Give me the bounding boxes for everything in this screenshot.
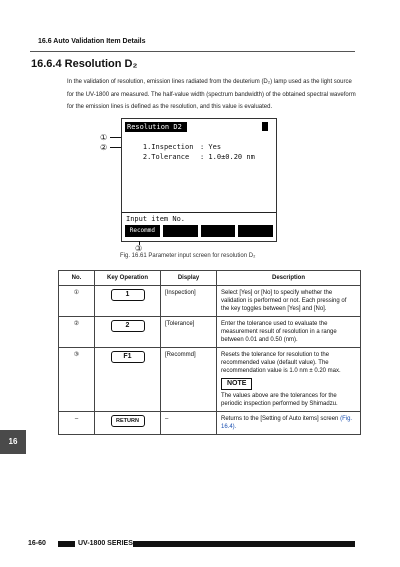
fkey-3[interactable] <box>201 225 236 237</box>
header-no: No. <box>59 271 95 286</box>
figure-caption: Fig. 16.61 Parameter input screen for resolution D₂ <box>120 253 256 259</box>
screen-row-label: Inspection <box>151 143 194 151</box>
callout-3: ③ <box>135 244 143 253</box>
screen-cursor <box>262 122 268 131</box>
footer-bar-left <box>58 541 75 547</box>
table-row <box>59 412 361 435</box>
table-row <box>59 317 361 348</box>
row-display: – <box>161 412 217 435</box>
row-description: Select [Yes] or [No] to specify whether the validation is performed or not. Each pressing of the key toggles between [Yes] and [No]. <box>217 286 361 317</box>
key-1-icon: 1 <box>111 289 145 301</box>
screen-prompt: Input item No. <box>126 215 186 223</box>
row-description: Enter the tolerance used to evaluate the measurement result of resolution in a range between 0.01 and 0.50 (nm). <box>217 317 361 348</box>
row-key <box>95 348 161 412</box>
chapter-tab: 16 <box>0 430 26 454</box>
fkey-4[interactable] <box>238 225 273 237</box>
header-display: Display <box>161 271 217 286</box>
function-key-bar <box>125 225 273 237</box>
screen-divider <box>122 212 276 213</box>
section-title: 16.6.4 Resolution D₂ <box>31 58 138 70</box>
row-number: ① <box>59 286 95 317</box>
screen-row-value: : 1.0±0.20 nm <box>200 153 255 161</box>
row-description <box>217 412 361 435</box>
key-return-icon: RETURN <box>111 415 145 427</box>
row-display: [Tolerance] <box>161 317 217 348</box>
row-key <box>95 286 161 317</box>
section-header: 16.6 Auto Validation Item Details <box>38 38 146 45</box>
parameter-table <box>58 270 361 435</box>
row-number: – <box>59 412 95 435</box>
header-key-operation: Key Operation <box>95 271 161 286</box>
row-description-text: Resets the tolerance for resolution to the recommended value (default value). The recommendation value is 1.0 nm ± 0.20 max. <box>221 352 341 374</box>
screen-title: Resolution D2 <box>125 122 187 132</box>
key-f1-icon: F1 <box>111 351 145 363</box>
row-number: ② <box>59 317 95 348</box>
fkey-recommd[interactable]: Recommd <box>125 225 160 237</box>
callout-1: ① <box>100 133 108 142</box>
row-display: [Recommd] <box>161 348 217 412</box>
page-number: 16-60 <box>28 540 46 547</box>
footer-model: UV-1800 SERIES <box>78 540 133 547</box>
table-row <box>59 286 361 317</box>
callout-2: ② <box>100 143 108 152</box>
header-rule <box>30 51 355 52</box>
screen-row-num: 2. <box>142 153 152 161</box>
table-header-row <box>59 271 361 286</box>
screen-row-value: : Yes <box>200 143 222 151</box>
note-text: The values above are the tolerances for the periodic inspection performed by Shimadzu. <box>221 393 338 407</box>
instrument-screen <box>121 118 277 242</box>
intro-paragraph: In the validation of resolution, emission lines radiated from the deuterium (D₂) lamp used as the light source for the UV-1800 are measured. The half-value width (spectrum bandwidth) of the obtained spectral waveform for the emission lines is defined as the resolution, and this value is evaluated. <box>67 79 356 110</box>
row-number: ③ <box>59 348 95 412</box>
row-key <box>95 412 161 435</box>
table-row <box>59 348 361 412</box>
screen-row-label: Tolerance <box>151 153 190 161</box>
note-label: NOTE <box>221 378 252 390</box>
screen-row-num: 1. <box>142 143 152 151</box>
header-description: Description <box>217 271 361 286</box>
key-2-icon: 2 <box>111 320 145 332</box>
row-display: [Inspection] <box>161 286 217 317</box>
figure-link[interactable]: (Fig. 16.4). <box>221 416 353 430</box>
fkey-2[interactable] <box>163 225 198 237</box>
footer-bar <box>133 541 355 547</box>
row-description <box>217 348 361 412</box>
row-key <box>95 317 161 348</box>
row-description-text: Returns to the [Setting of Auto items] screen <box>221 416 339 422</box>
